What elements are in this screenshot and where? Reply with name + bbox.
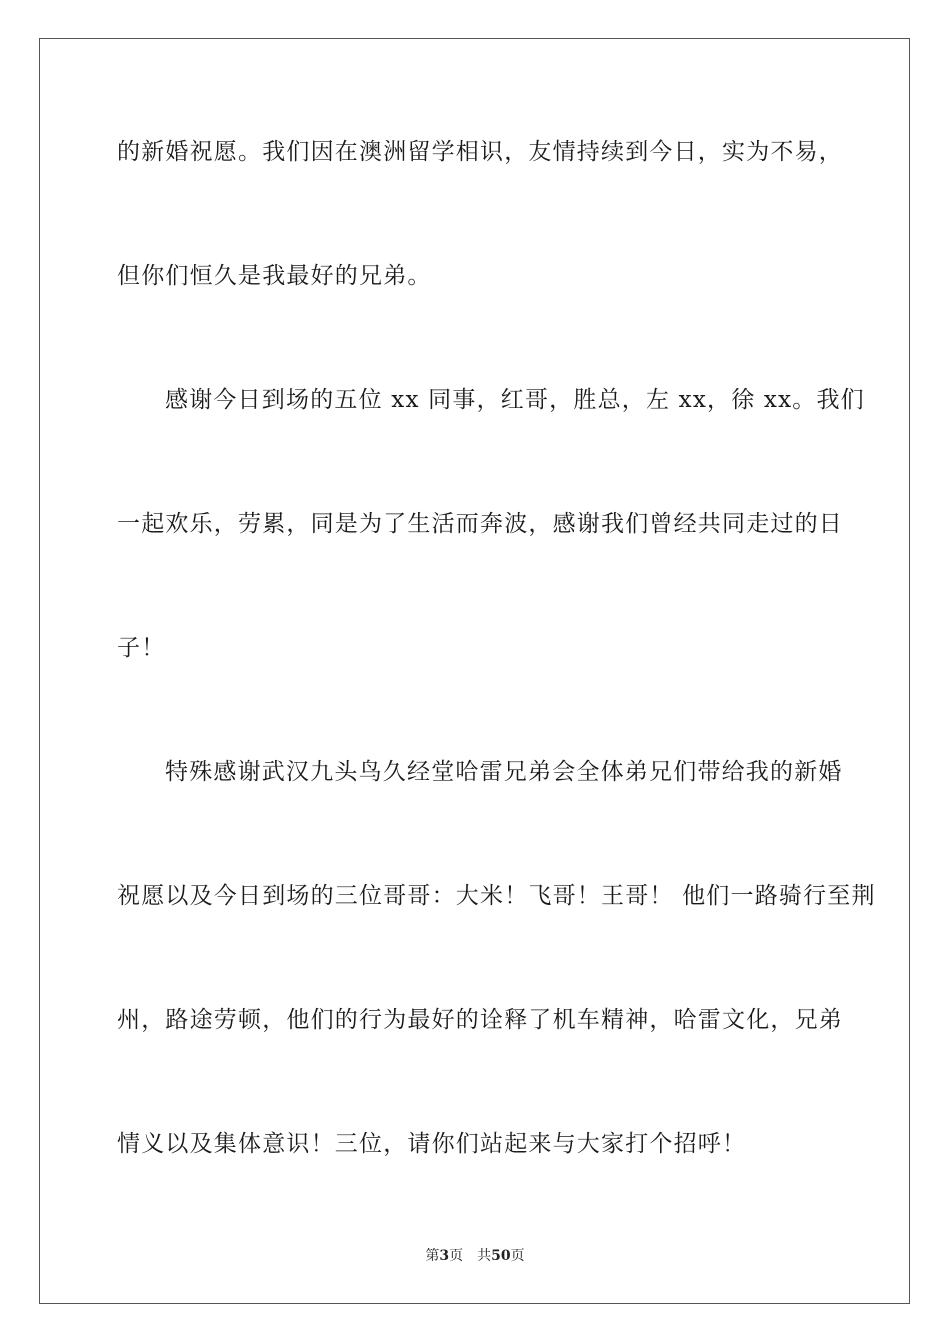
paragraph-line-5: 子！ (117, 635, 166, 661)
paragraph-line-3: 感谢今日到场的五位 xx 同事，红哥，胜总，左 xx，徐 xx。我们 (165, 387, 865, 413)
paragraph-line-6: 特殊感谢武汉九头鸟久经堂哈雷兄弟会全体弟兄们带给我的新婚 (165, 759, 843, 785)
total-prefix: 共 (477, 1248, 492, 1264)
paragraph-line-4: 一起欢乐，劳累，同是为了生活而奔波，感谢我们曾经共同走过的日 (117, 511, 843, 537)
total-suffix: 页 (510, 1248, 525, 1264)
paragraph-line-8: 州，路途劳顿，他们的行为最好的诠释了机车精神，哈雷文化，兄弟 (117, 1007, 843, 1033)
page-footer (0, 1247, 950, 1265)
page-number: 3 (439, 1248, 450, 1264)
total-pages: 50 (491, 1248, 511, 1264)
paragraph-line-2: 但你们恒久是我最好的兄弟。 (117, 263, 432, 289)
page-suffix: 页 (449, 1248, 464, 1264)
paragraph-line-9: 情义以及集体意识！三位，请你们站起来与大家打个招呼！ (117, 1131, 747, 1157)
paragraph-line-7: 祝愿以及今日到场的三位哥哥：大米！飞哥！王哥！ 他们一路骑行至荆 (117, 883, 876, 909)
page-prefix: 第 (425, 1248, 440, 1264)
page-border (39, 38, 910, 1304)
paragraph-line-1: 的新婚祝愿。我们因在澳洲留学相识，友情持续到今日，实为不易， (117, 139, 843, 165)
